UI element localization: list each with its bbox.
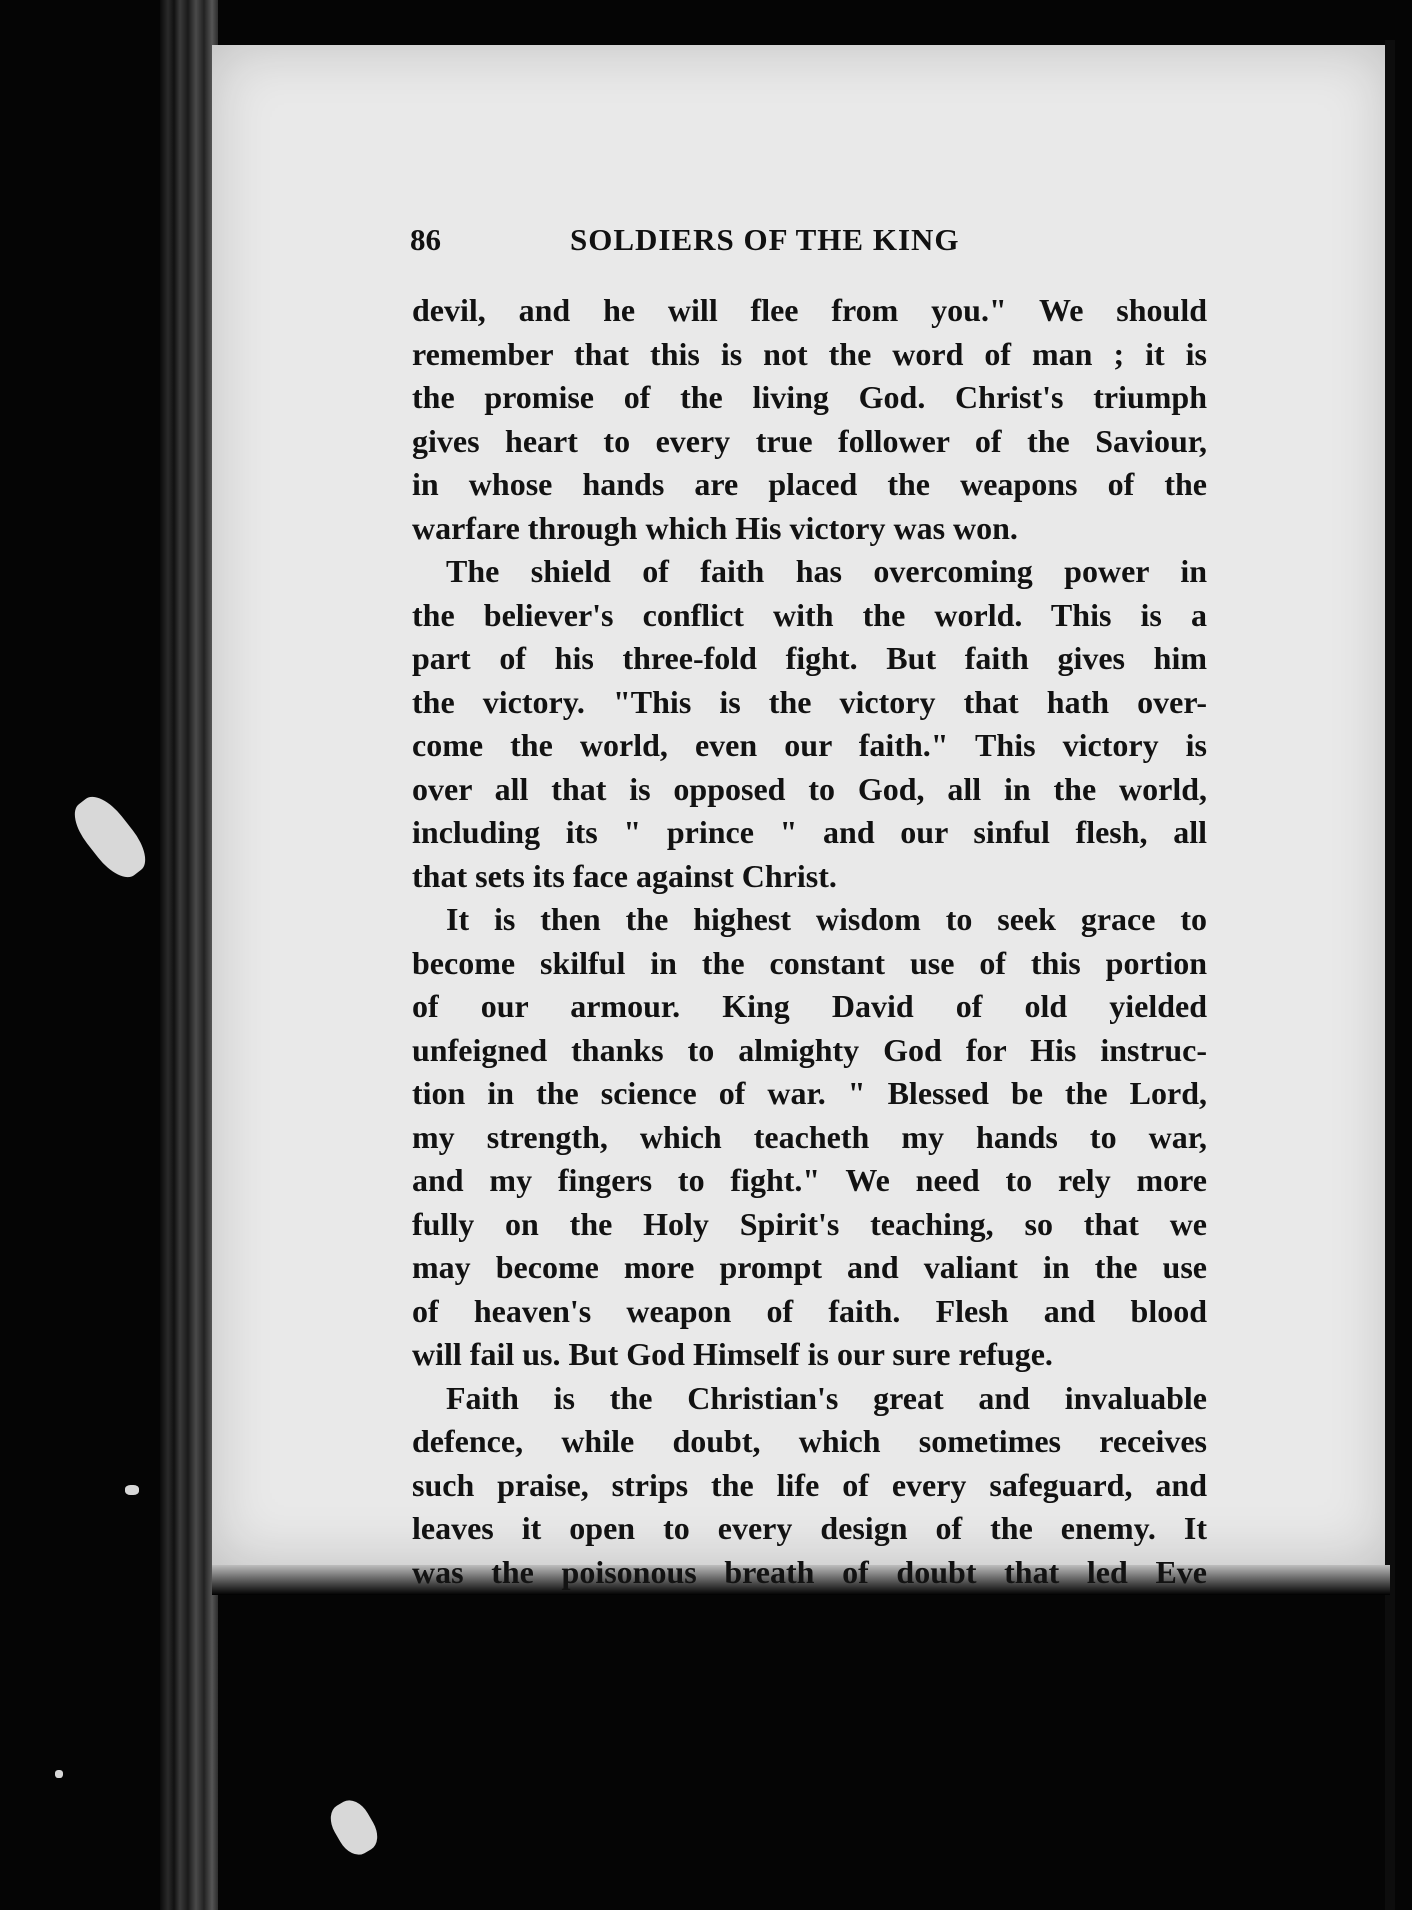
text-line: such praise, strips the life of every safeguard, and xyxy=(412,1466,1207,1503)
text-line: and my fingers to fight." We need to rely more xyxy=(412,1162,1207,1198)
text-line: remember that this is not the word of man ; it is xyxy=(412,335,1207,372)
scan-speck xyxy=(125,1485,139,1495)
text-line: over all that is opposed to God, all in the world, xyxy=(412,770,1207,807)
text-line: will fail us. But God Himself is our sure refuge. xyxy=(412,1336,1053,1372)
text-line: of heaven's weapon of faith. Flesh and blood xyxy=(412,1292,1207,1329)
text-line: gives heart to every true follower of the Saviour, xyxy=(412,422,1207,459)
book-spine xyxy=(160,0,218,1910)
text-line: It is then the highest wisdom to seek grace to xyxy=(446,901,1207,937)
text-line: of our armour. King David of old yielded xyxy=(412,988,1207,1024)
text-line: the promise of the living God. Christ's triumph xyxy=(412,379,1207,415)
page-edge-shadow xyxy=(1385,40,1395,1910)
running-header xyxy=(410,222,1210,262)
text-line: including its " prince " and our sinful flesh, all xyxy=(412,814,1207,850)
text-line: the victory. "This is the victory that hath over- xyxy=(412,683,1207,720)
text-line: the believer's conflict with the world. This is a xyxy=(412,596,1207,633)
text-line: warfare through which His victory was won. xyxy=(412,509,1018,546)
text-line: The shield of faith has overcoming power in xyxy=(446,553,1207,589)
text-line: become skilful in the constant use of this portion xyxy=(412,944,1207,981)
text-line: come the world, even our faith." This victory is xyxy=(412,727,1207,763)
scan-speck xyxy=(55,1770,63,1778)
text-line: devil, and he will flee from you." We should xyxy=(412,292,1207,328)
text-line: leaves it open to every design of the enemy. It xyxy=(412,1510,1207,1546)
text-line: part of his three-fold fight. But faith gives him xyxy=(412,640,1207,676)
running-title: SOLDIERS OF THE KING xyxy=(570,222,960,257)
text-line: was the poisonous breath of doubt that led Eve xyxy=(412,1553,1207,1590)
text-line: in whose hands are placed the weapons of the xyxy=(412,466,1207,502)
text-line: defence, while doubt, which sometimes receives xyxy=(412,1423,1207,1459)
text-line: Faith is the Christian's great and invaluable xyxy=(446,1379,1207,1416)
text-line: unfeigned thanks to almighty God for His instruc- xyxy=(412,1031,1207,1068)
text-line: tion in the science of war. " Blessed be the Lord, xyxy=(412,1075,1207,1111)
text-line: that sets its face against Christ. xyxy=(412,857,837,894)
page-number: 86 xyxy=(410,222,441,257)
text-line: fully on the Holy Spirit's teaching, so that we xyxy=(412,1205,1207,1242)
text-line: my strength, which teacheth my hands to war, xyxy=(412,1118,1207,1155)
text-line: may become more prompt and valiant in the use xyxy=(412,1249,1207,1285)
body-text xyxy=(412,289,1207,1594)
